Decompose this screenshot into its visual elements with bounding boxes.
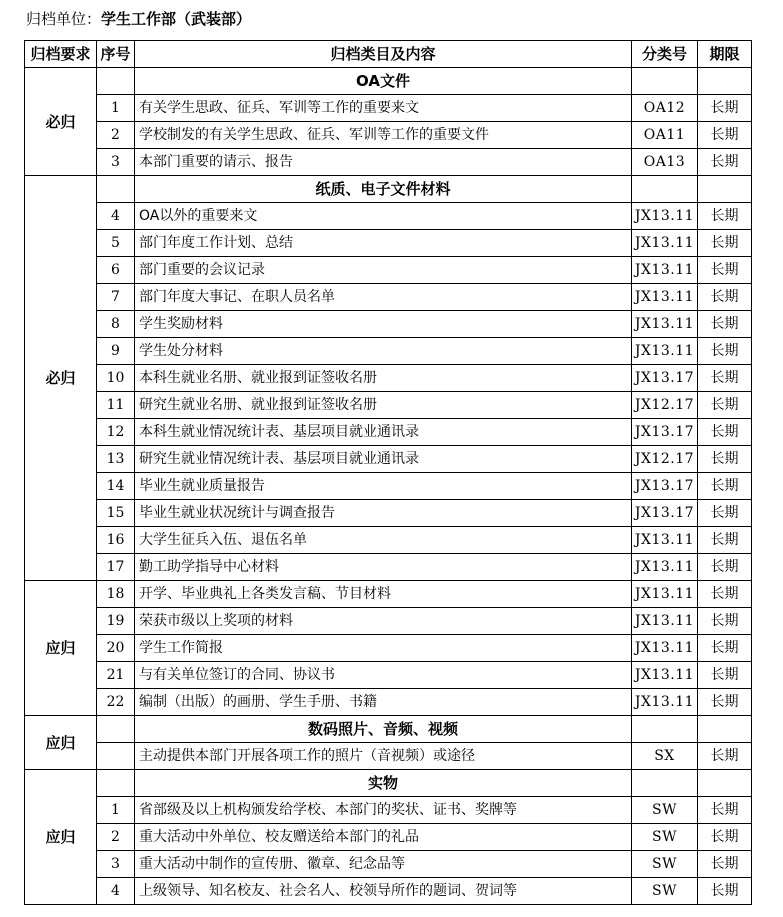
code-cell: OA12 <box>632 95 698 122</box>
content-cell: 上级领导、知名校友、社会名人、校领导所作的题词、贺词等 <box>135 878 632 905</box>
table-row <box>25 608 752 635</box>
content-cell: 部门年度大事记、在职人员名单 <box>135 284 632 311</box>
code-cell: SW <box>632 878 698 905</box>
code-cell: JX13.11 <box>632 662 698 689</box>
term-cell: 长期 <box>698 284 752 311</box>
table-row <box>25 581 752 608</box>
code-cell: JX13.11 <box>632 554 698 581</box>
table-row <box>25 689 752 716</box>
seq-cell: 3 <box>97 851 135 878</box>
term-cell: 长期 <box>698 149 752 176</box>
code-cell: JX13.11 <box>632 338 698 365</box>
section-row <box>25 716 752 743</box>
term-cell: 长期 <box>698 662 752 689</box>
content-cell: 与有关单位签订的合同、协议书 <box>135 662 632 689</box>
code-cell: JX12.17 <box>632 392 698 419</box>
table-row <box>25 797 752 824</box>
term-cell: 长期 <box>698 230 752 257</box>
table-row <box>25 95 752 122</box>
code-cell: JX13.11 <box>632 257 698 284</box>
content-cell: 大学生征兵入伍、退伍名单 <box>135 527 632 554</box>
seq-cell: 17 <box>97 554 135 581</box>
table-row <box>25 500 752 527</box>
seq-cell: 19 <box>97 608 135 635</box>
section-title: 数码照片、音频、视频 <box>135 716 632 743</box>
seq-cell: 1 <box>97 797 135 824</box>
code-cell <box>632 770 698 797</box>
requirement-cell: 必归 <box>25 176 97 581</box>
seq-cell: 3 <box>97 149 135 176</box>
table-row <box>25 824 752 851</box>
header-seq: 序号 <box>97 41 135 68</box>
table-row <box>25 527 752 554</box>
table-row <box>25 149 752 176</box>
content-cell: 研究生就业名册、就业报到证签收名册 <box>135 392 632 419</box>
archive-table <box>24 40 752 905</box>
seq-cell <box>97 770 135 797</box>
term-cell: 长期 <box>698 500 752 527</box>
seq-cell: 21 <box>97 662 135 689</box>
seq-cell: 7 <box>97 284 135 311</box>
code-cell <box>632 176 698 203</box>
code-cell: JX13.11 <box>632 635 698 662</box>
content-cell: 本科生就业情况统计表、基层项目就业通讯录 <box>135 419 632 446</box>
term-cell: 长期 <box>698 473 752 500</box>
seq-cell <box>97 68 135 95</box>
content-cell: 部门重要的会议记录 <box>135 257 632 284</box>
table-row <box>25 311 752 338</box>
term-cell: 长期 <box>698 365 752 392</box>
seq-cell: 9 <box>97 338 135 365</box>
table-row <box>25 662 752 689</box>
content-cell: 重大活动中制作的宣传册、徽章、纪念品等 <box>135 851 632 878</box>
code-cell: JX13.11 <box>632 581 698 608</box>
seq-cell: 22 <box>97 689 135 716</box>
archive-unit-name: 学生工作部（武装部） <box>101 10 252 28</box>
seq-cell: 11 <box>97 392 135 419</box>
term-cell: 长期 <box>698 338 752 365</box>
term-cell: 长期 <box>698 797 752 824</box>
code-cell: SW <box>632 851 698 878</box>
content-cell: OA以外的重要来文 <box>135 203 632 230</box>
seq-cell: 4 <box>97 878 135 905</box>
seq-cell: 12 <box>97 419 135 446</box>
seq-cell: 5 <box>97 230 135 257</box>
term-cell: 长期 <box>698 392 752 419</box>
table-row <box>25 878 752 905</box>
code-cell: SX <box>632 743 698 770</box>
table-row <box>25 203 752 230</box>
seq-cell <box>97 743 135 770</box>
content-cell: 勤工助学指导中心材料 <box>135 554 632 581</box>
content-cell: 省部级及以上机构颁发给学校、本部门的奖状、证书、奖牌等 <box>135 797 632 824</box>
content-cell: 荣获市级以上奖项的材料 <box>135 608 632 635</box>
code-cell: JX13.11 <box>632 311 698 338</box>
code-cell <box>632 716 698 743</box>
code-cell: JX13.11 <box>632 608 698 635</box>
term-cell: 长期 <box>698 203 752 230</box>
seq-cell: 15 <box>97 500 135 527</box>
code-cell: JX13.11 <box>632 689 698 716</box>
content-cell: 毕业生就业状况统计与调查报告 <box>135 500 632 527</box>
seq-cell: 14 <box>97 473 135 500</box>
code-cell <box>632 68 698 95</box>
table-row <box>25 635 752 662</box>
table-row <box>25 392 752 419</box>
term-cell: 长期 <box>698 689 752 716</box>
archive-table-body <box>25 68 752 905</box>
content-cell: 开学、毕业典礼上各类发言稿、节目材料 <box>135 581 632 608</box>
term-cell: 长期 <box>698 554 752 581</box>
code-cell: SW <box>632 824 698 851</box>
section-row <box>25 176 752 203</box>
table-row <box>25 122 752 149</box>
term-cell: 长期 <box>698 419 752 446</box>
seq-cell: 2 <box>97 122 135 149</box>
code-cell: JX13.17 <box>632 473 698 500</box>
content-cell: 学生工作简报 <box>135 635 632 662</box>
content-cell: 本科生就业名册、就业报到证签收名册 <box>135 365 632 392</box>
term-cell: 长期 <box>698 581 752 608</box>
seq-cell: 13 <box>97 446 135 473</box>
table-row <box>25 743 752 770</box>
code-cell: JX13.11 <box>632 527 698 554</box>
content-cell: 学校制发的有关学生思政、征兵、军训等工作的重要文件 <box>135 122 632 149</box>
term-cell: 长期 <box>698 851 752 878</box>
seq-cell <box>97 716 135 743</box>
section-row <box>25 68 752 95</box>
code-cell: JX13.17 <box>632 365 698 392</box>
term-cell: 长期 <box>698 95 752 122</box>
content-cell: 研究生就业情况统计表、基层项目就业通讯录 <box>135 446 632 473</box>
seq-cell: 4 <box>97 203 135 230</box>
table-row <box>25 230 752 257</box>
section-title: 实物 <box>135 770 632 797</box>
requirement-cell: 必归 <box>25 68 97 176</box>
code-cell: SW <box>632 797 698 824</box>
table-row <box>25 284 752 311</box>
requirement-cell: 应归 <box>25 716 97 770</box>
term-cell <box>698 770 752 797</box>
term-cell <box>698 68 752 95</box>
term-cell: 长期 <box>698 257 752 284</box>
table-row <box>25 554 752 581</box>
code-cell: JX13.17 <box>632 500 698 527</box>
table-row <box>25 365 752 392</box>
code-cell: JX13.11 <box>632 203 698 230</box>
seq-cell <box>97 176 135 203</box>
table-row <box>25 419 752 446</box>
seq-cell: 18 <box>97 581 135 608</box>
table-row <box>25 851 752 878</box>
header-content: 归档类目及内容 <box>135 41 632 68</box>
term-cell: 长期 <box>698 311 752 338</box>
requirement-cell: 应归 <box>25 581 97 716</box>
code-cell: JX13.11 <box>632 230 698 257</box>
header-term: 期限 <box>698 41 752 68</box>
code-cell: JX13.11 <box>632 284 698 311</box>
content-cell: 毕业生就业质量报告 <box>135 473 632 500</box>
content-cell: 学生奖励材料 <box>135 311 632 338</box>
seq-cell: 2 <box>97 824 135 851</box>
content-cell: 主动提供本部门开展各项工作的照片（音视频）或途径 <box>135 743 632 770</box>
table-row <box>25 338 752 365</box>
content-cell: 学生处分材料 <box>135 338 632 365</box>
content-cell: 本部门重要的请示、报告 <box>135 149 632 176</box>
seq-cell: 1 <box>97 95 135 122</box>
content-cell: 重大活动中外单位、校友赠送给本部门的礼品 <box>135 824 632 851</box>
seq-cell: 20 <box>97 635 135 662</box>
table-row <box>25 446 752 473</box>
term-cell <box>698 176 752 203</box>
content-cell: 部门年度工作计划、总结 <box>135 230 632 257</box>
term-cell: 长期 <box>698 122 752 149</box>
term-cell: 长期 <box>698 527 752 554</box>
term-cell: 长期 <box>698 743 752 770</box>
seq-cell: 6 <box>97 257 135 284</box>
header-code: 分类号 <box>632 41 698 68</box>
archive-unit-label: 归档单位： <box>26 10 102 28</box>
requirement-cell: 应归 <box>25 770 97 905</box>
section-title: 纸质、电子文件材料 <box>135 176 632 203</box>
term-cell: 长期 <box>698 635 752 662</box>
header-row <box>25 41 752 68</box>
code-cell: OA11 <box>632 122 698 149</box>
term-cell: 长期 <box>698 446 752 473</box>
content-cell: 有关学生思政、征兵、军训等工作的重要来文 <box>135 95 632 122</box>
code-cell: OA13 <box>632 149 698 176</box>
content-cell: 编制（出版）的画册、学生手册、书籍 <box>135 689 632 716</box>
seq-cell: 8 <box>97 311 135 338</box>
term-cell: 长期 <box>698 878 752 905</box>
seq-cell: 10 <box>97 365 135 392</box>
table-row <box>25 257 752 284</box>
code-cell: JX12.17 <box>632 446 698 473</box>
table-row <box>25 473 752 500</box>
seq-cell: 16 <box>97 527 135 554</box>
header-requirement: 归档要求 <box>25 41 97 68</box>
term-cell <box>698 716 752 743</box>
term-cell: 长期 <box>698 608 752 635</box>
section-row <box>25 770 752 797</box>
term-cell: 长期 <box>698 824 752 851</box>
section-title: OA文件 <box>135 68 632 95</box>
code-cell: JX13.17 <box>632 419 698 446</box>
archive-unit-caption <box>26 9 251 29</box>
